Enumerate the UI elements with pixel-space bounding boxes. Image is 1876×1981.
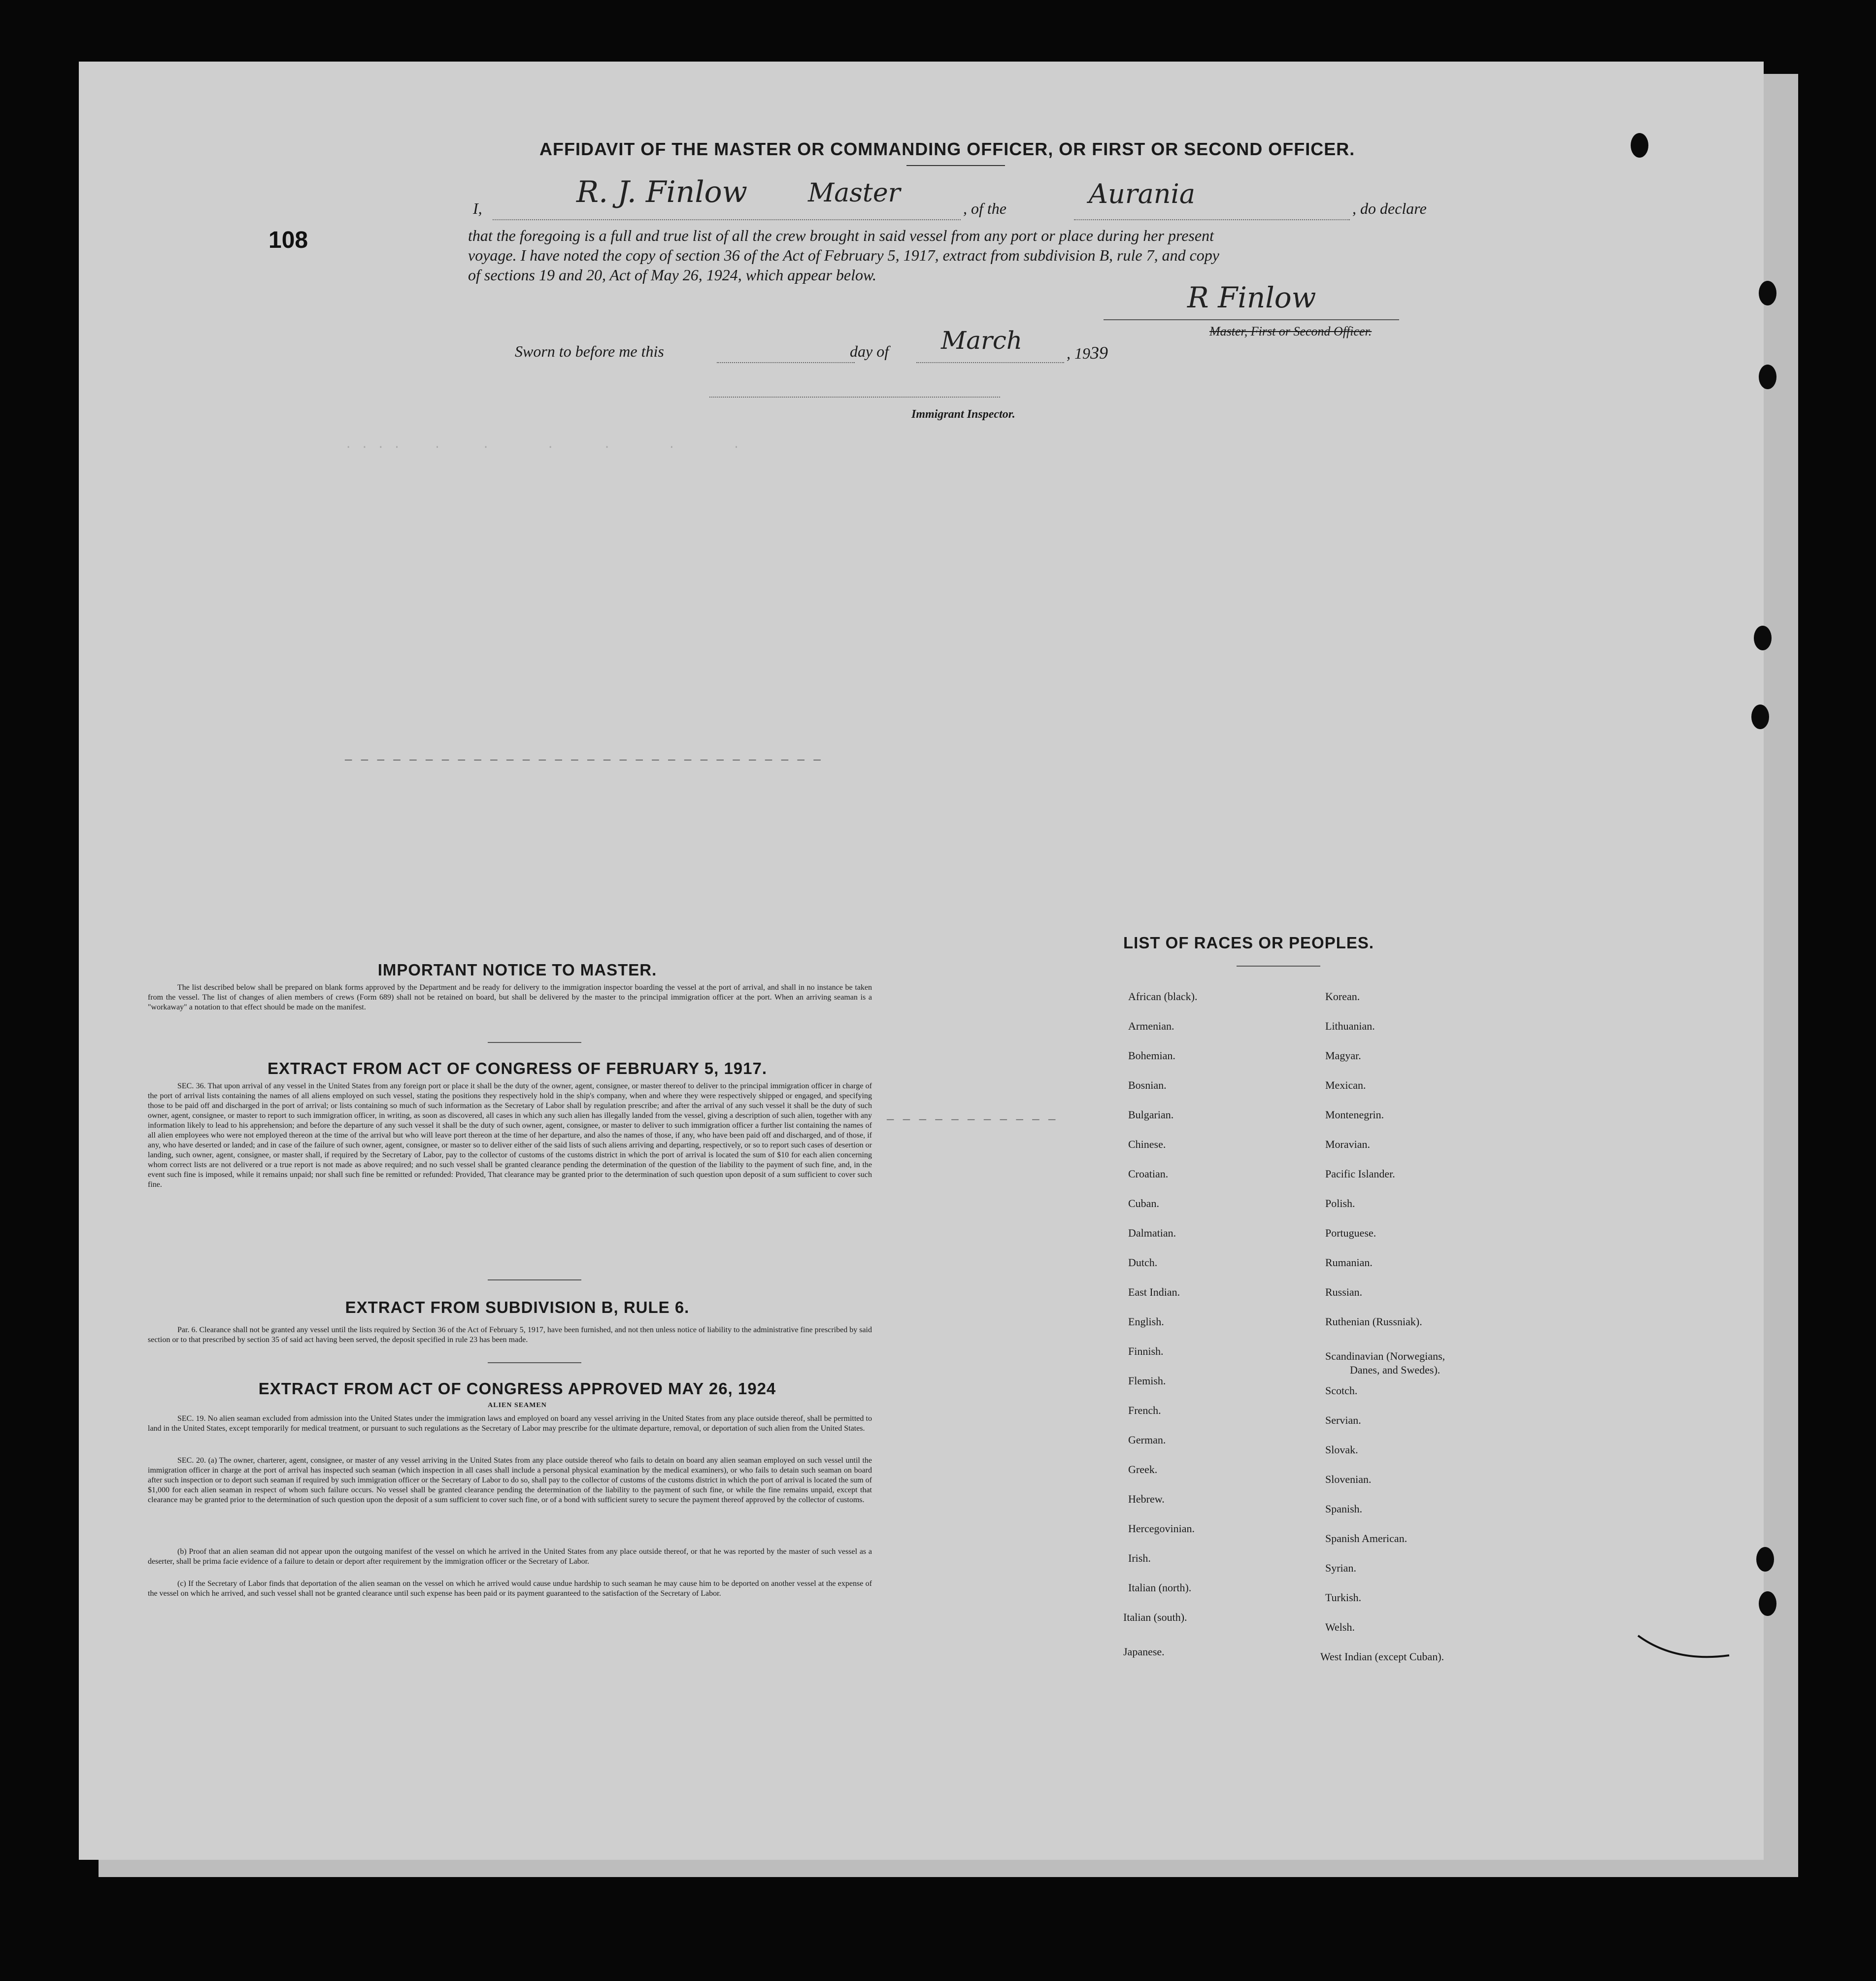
race-right-item: Montenegrin. — [1325, 1108, 1384, 1121]
race-right-item: Magyar. — [1325, 1049, 1361, 1062]
page-number-stamp: 108 — [268, 227, 308, 253]
sworn-label: Sworn to before me this — [515, 342, 664, 360]
rule6-heading: EXTRACT FROM SUBDIVISION B, RULE 6. — [345, 1298, 690, 1316]
heading-rule — [906, 165, 1005, 166]
vessel-name: Aurania — [1089, 178, 1196, 209]
affidavit-body-line-2: voyage. I have noted the copy of section 36 of the Act of February 5, 1917, extract from subdivision B, rule 7, and copy — [468, 246, 1219, 264]
race-left-item: Italian (north). — [1128, 1581, 1192, 1594]
race-right-item: Korean. — [1325, 990, 1360, 1003]
bleed-through-text: — — — — — — — — — — — — — — — — — — — — — — — — — — — — — — — [345, 754, 822, 767]
race-left-item: Cuban. — [1128, 1197, 1159, 1209]
race-left-item: Greek. — [1128, 1463, 1158, 1476]
races-rule — [1237, 966, 1320, 967]
i-label: I, — [473, 200, 482, 217]
master-signature: R Finlow — [1187, 281, 1316, 314]
race-left-item: African (black). — [1128, 990, 1198, 1003]
rule6-text: Par. 6. Clearance shall not be granted any vessel until the lists required by Section 36 of the Act of February 5, 1917, have been furnished, and not then unless notice of liability to the administrative fine prescribed by said section or to that prescribed by section 35 of said act having been served, the deposit specified in rule 23 has been made. — [148, 1326, 872, 1344]
race-left-item: Dalmatian. — [1128, 1227, 1176, 1239]
signature-caption: Master, First or Second Officer. — [1209, 324, 1372, 338]
sworn-year: 39 — [1090, 343, 1108, 363]
race-right-item: Ruthenian (Russniak). — [1325, 1315, 1422, 1328]
inspector-caption: Immigrant Inspector. — [911, 408, 1015, 421]
race-left-item: Hebrew. — [1128, 1493, 1165, 1505]
race-right-item: Slovenian. — [1325, 1473, 1372, 1485]
race-left-item: French. — [1128, 1404, 1161, 1416]
race-right-item: Polish. — [1325, 1197, 1355, 1209]
race-left-item: Croatian. — [1128, 1168, 1169, 1180]
name-blank — [493, 219, 961, 220]
race-left-item: Armenian. — [1128, 1020, 1174, 1032]
punch-hole — [1751, 705, 1769, 729]
rule6-rule — [488, 1362, 581, 1363]
race-right-item: Scotch. — [1325, 1384, 1358, 1397]
race-left-item: East Indian. — [1128, 1286, 1180, 1298]
race-right-item: Syrian. — [1325, 1562, 1356, 1574]
race-right-item: Turkish. — [1325, 1591, 1362, 1604]
affidavit-body-line-1: that the foregoing is a full and true list of all the crew brought in said vessel from any port or place during her present — [468, 227, 1214, 244]
do-declare-label: , do declare — [1352, 200, 1427, 217]
race-left-item: Japanese. — [1123, 1645, 1165, 1658]
affidavit-heading: AFFIDAVIT OF THE MASTER OR COMMANDING OFFICER, OR FIRST OR SECOND OFFICER. — [539, 139, 1355, 159]
race-right-item: Lithuanian. — [1325, 1020, 1375, 1032]
extract-1917-heading: EXTRACT FROM ACT OF CONGRESS OF FEBRUARY 5, 1917. — [267, 1059, 768, 1077]
inspector-blank — [709, 397, 1000, 398]
race-right-item: Danes, and Swedes). — [1350, 1364, 1440, 1376]
sec20a-text: SEC. 20. (a) The owner, charterer, agent, consignee, or master of any vessel arriving in the United States from any place outside thereof who fails to detain on board any alien seaman employed on such vessel until the immigration officer in charge at the port of arrival has inspected such seaman (which inspection in all cases shall include a personal physical examination by the medical examiners), or who fails to detain such seaman on board after such inspection or to deport such seaman if required by such immigration officer or the Secretary of Labor to do so, shall pay to the collector of customs of the customs district in which the port of arrival is located the sum of $1,000 for each alien seaman in respect of whom such failure occurs. No vessel shall be granted clearance pending the determination of the liability to the payment of such fine, or while the fine remains unpaid, except that clearance may be granted prior to the determination of such question upon the deposit of a sum sufficient to cover such fine, or of a bond with sufficient surety to secure the payment thereof approved by the collector of customs. — [148, 1456, 872, 1504]
officer-name: R. J. Finlow — [576, 175, 747, 209]
race-right-item: Spanish American. — [1325, 1532, 1407, 1545]
bleed-through-text: — — — — — — — — — — — — [887, 1113, 1057, 1127]
sec20b-text: (b) Proof that an alien seaman did not appear upon the outgoing manifest of the vessel on which he arrived in the United States from any place outside thereof, or that he was reported by the master of such vessel as a deserter, shall be prima facie evidence of a failure to detain or deport after requirement by the immigration officer or the Secretary of Labor. — [148, 1547, 872, 1566]
extract-1924-heading: EXTRACT FROM ACT OF CONGRESS APPROVED MAY 26, 1924 — [258, 1379, 776, 1398]
race-left-item: Italian (south). — [1123, 1611, 1187, 1623]
signature-line — [1104, 319, 1399, 320]
punch-hole — [1759, 1591, 1776, 1616]
race-left-item: Irish. — [1128, 1552, 1151, 1564]
punch-hole — [1759, 281, 1776, 305]
race-right-item: Slovak. — [1325, 1444, 1358, 1456]
race-right-item: Portuguese. — [1325, 1227, 1376, 1239]
pen-stroke — [1636, 1626, 1734, 1665]
race-left-item: Bulgarian. — [1128, 1108, 1174, 1121]
sec19-text: SEC. 19. No alien seaman excluded from admission into the United States under the immigration laws and employed on board any vessel arriving in the United States from any place outside thereof, shall be permitted to land in the United States, except temporarily for medical treatment, or pursuant to such regulations as the Secretary of Labor may prescribe for the ultimate departure, removal, or deportation of such alien from the United States. — [148, 1414, 872, 1433]
race-left-item: Chinese. — [1128, 1138, 1166, 1150]
race-left-item: Dutch. — [1128, 1256, 1158, 1269]
punch-hole — [1754, 626, 1772, 650]
of-the-label: , of the — [963, 200, 1006, 217]
race-left-item: Finnish. — [1128, 1345, 1164, 1357]
extract-1924-subheading: ALIEN SEAMEN — [488, 1402, 547, 1409]
extract-1917-text: SEC. 36. That upon arrival of any vessel in the United States from any foreign port or place it shall be the duty of the owner, agent, consignee, or master thereof to deliver to the principal immigration officer in charge of the port of arrival lists containing the names of all aliens employed on such vessel, stating the positions they respectively hold in the ship's company, when and where they were respectively shipped or engaged, and specifying those to be paid off and discharged in the port of arrival; or lists containing so much of such information as the Secretary of Labor shall by regulation prescribe; and after the arrival of any such vessel it shall be the duty of such owner, agent, consignee, or master to report to such immigration officer, in writing, as soon as discovered, all cases in which any such alien has illegally landed from the vessel, giving a description of such alien, together with any information likely to lead to his apprehension; and before the departure of any such vessel it shall be the duty of such owner, agent, consignee, or master to deliver to such immigration officer a further list containing the names of all alien employees who were not employed thereon at the time of the arrival but who will leave port thereon at the time of her departure, and also the names of those, if any, who have been paid off and discharged, and of those, if any, who have deserted or landed; and in case of the failure of such owner, agent, consignee, or master so to deliver either of the said lists of such aliens arriving and departing, respectively, or so to report such cases of desertion or landing, such owner, agent, consignee, or master shall, if required by the Secretary of Labor, pay to the collector of customs of the customs district in which the port of arrival is located the sum of $10 for each alien concerning whom correct lists are not delivered or a true report is not made as above required; and no such vessel shall be granted clearance pending the determination of the question of the liability to the payment of such fine, and, in the event such fine is imposed, while it remains unpaid; nor shall such fine be remitted or refunded: Provided, That clearance may be granted prior to the determination of such question upon deposit of a sum sufficient to cover such fine. — [148, 1082, 872, 1189]
notice-heading: IMPORTANT NOTICE TO MASTER. — [377, 961, 657, 979]
day-of-label: day of — [850, 342, 889, 360]
race-right-item: Rumanian. — [1325, 1256, 1373, 1269]
race-left-item: Bosnian. — [1128, 1079, 1167, 1091]
race-right-item: Moravian. — [1325, 1138, 1371, 1150]
race-left-item: Bohemian. — [1128, 1049, 1175, 1062]
punch-hole — [1759, 365, 1776, 389]
notice-text: The list described below shall be prepared on blank forms approved by the Department and be ready for delivery to the immigration inspector boarding the vessel at the port of arrival, and shall in no instance be taken from the vessel. The list of changes of alien members of crews (Form 689) shall not be retained on board, but shall be delivered by the master to the principal immigration officer at the port. When an arriving seaman is a "workaway" a notation to that effect should be made on the manifest. — [148, 983, 872, 1011]
race-right-item: Spanish. — [1325, 1503, 1363, 1515]
sworn-month: March — [941, 326, 1023, 355]
sec20c-text: (c) If the Secretary of Labor finds that deportation of the alien seaman on the vessel on which he arrived would cause undue hardship to such seaman he may cause him to be deported on another vessel at the expense of the vessel on which he arrived, and such vessel shall not be granted clearance until such expense has been paid or its payment guaranteed to the satisfaction of the Secretary of Labor. — [148, 1579, 872, 1598]
vessel-blank — [1074, 219, 1350, 220]
notice-rule — [488, 1042, 581, 1043]
punch-hole — [1756, 1547, 1774, 1572]
officer-title: Master — [808, 178, 901, 208]
year-prefix — [1067, 342, 1108, 363]
punch-hole — [1631, 133, 1648, 158]
race-left-item: Flemish. — [1128, 1375, 1166, 1387]
race-right-item: Welsh. — [1325, 1621, 1355, 1633]
bleed-through-text: . . . . . . . . . . — [345, 438, 741, 452]
race-right-item: Servian. — [1325, 1414, 1361, 1426]
race-right-item: Russian. — [1325, 1286, 1363, 1298]
day-blank — [717, 362, 855, 363]
affidavit-body-line-3: of sections 19 and 20, Act of May 26, 1924, which appear below. — [468, 266, 876, 284]
race-right-item: Mexican. — [1325, 1079, 1366, 1091]
race-right-item: Pacific Islander. — [1325, 1168, 1395, 1180]
race-right-item: West Indian (except Cuban). — [1320, 1650, 1444, 1663]
race-left-item: German. — [1128, 1434, 1166, 1446]
race-left-item: English. — [1128, 1315, 1164, 1328]
year-prefix-text: , 19 — [1067, 344, 1090, 362]
extract-1917-rule — [488, 1279, 581, 1280]
race-left-item: Hercegovinian. — [1128, 1522, 1195, 1535]
month-blank — [916, 362, 1064, 363]
race-right-item: Scandinavian (Norwegians, — [1325, 1350, 1445, 1362]
races-heading: LIST OF RACES OR PEOPLES. — [1123, 934, 1374, 952]
